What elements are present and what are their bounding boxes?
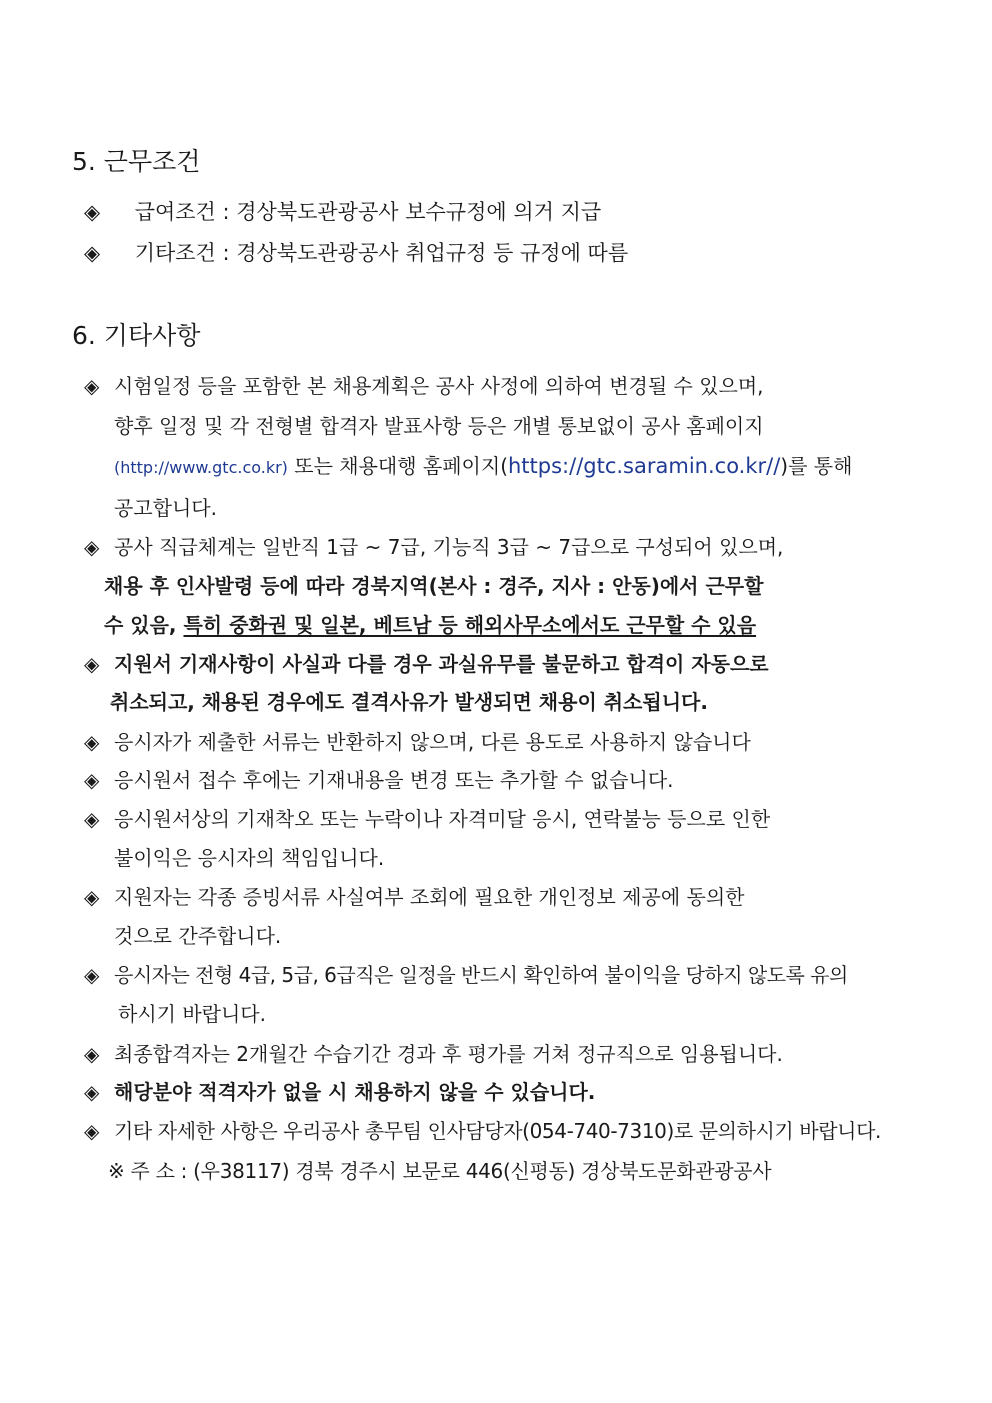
section-6-heading: 6. 기타사항: [72, 321, 201, 350]
homepage-link[interactable]: (http://www.gtc.co.kr): [114, 458, 288, 477]
list-item: ◈ 기타조건 : 경상북도관광공사 취업규정 등 규정에 따름: [84, 241, 629, 265]
list-item: ◈ 응시자가 제출한 서류는 반환하지 않으며, 다른 용도로 사용하지 않습니다: [84, 730, 751, 754]
list-item: ◈ 지원서 기재사항이 사실과 다를 경우 과실유무를 불문하고 합격이 자동으로: [84, 652, 769, 676]
list-item-continuation: 것으로 간주합니다.: [114, 924, 282, 948]
diamond-bullet-icon: ◈: [84, 1119, 99, 1143]
address-note: ※ 주 소 : (우38117) 경북 경주시 보문로 446(신평동) 경상북도문화관광공사: [108, 1159, 772, 1183]
diamond-bullet-icon: ◈: [84, 730, 100, 754]
list-item: ◈ 응시원서 접수 후에는 기재내용을 변경 또는 추가할 수 없습니다.: [84, 768, 674, 792]
overseas-work-notice: 특히 중화권 및 일본, 베트남 등 해외사무소에서도 근무할 수 있음: [183, 613, 757, 637]
list-item: ◈ 시험일정 등을 포함한 본 채용계획은 공사 사정에 의하여 변경될 수 있으며,: [84, 374, 764, 398]
list-item-continuation: (http://www.gtc.co.kr) 또는 채용대행 홈페이지(https://gtc.saramin.co.kr//)를 통해: [114, 454, 853, 478]
list-item-continuation: 공고합니다.: [114, 496, 217, 520]
list-item: ◈ 최종합격자는 2개월간 수습기간 경과 후 평가를 거쳐 정규직으로 임용됩니다.: [84, 1042, 783, 1066]
diamond-bullet-icon: ◈: [84, 374, 100, 398]
diamond-bullet-icon: ◈: [84, 885, 100, 909]
section-5-heading: 5. 근무조건: [72, 147, 201, 176]
list-item: ◈ 급여조건 : 경상북도관광공사 보수규정에 의거 지급: [84, 200, 602, 224]
diamond-bullet-icon: ◈: [84, 652, 100, 676]
list-item: ◈ 해당분야 적격자가 없을 시 채용하지 않을 수 있습니다.: [84, 1080, 596, 1104]
diamond-bullet-icon: ◈: [84, 200, 101, 224]
diamond-bullet-icon: ◈: [84, 768, 100, 792]
diamond-bullet-icon: ◈: [84, 1042, 100, 1066]
diamond-bullet-icon: ◈: [84, 241, 101, 265]
list-item-continuation: 취소되고, 채용된 경우에도 결격사유가 발생되면 채용이 취소됩니다.: [110, 690, 708, 714]
list-item: ◈ 응시원서상의 기재착오 또는 누락이나 자격미달 응시, 연락불능 등으로 인한: [84, 807, 771, 831]
list-item-continuation: 불이익은 응시자의 책임입니다.: [114, 846, 385, 870]
list-item: ◈ 지원자는 각종 증빙서류 사실여부 조회에 필요한 개인정보 제공에 동의한: [84, 885, 745, 909]
diamond-bullet-icon: ◈: [84, 1080, 100, 1104]
recruit-homepage-link[interactable]: https://gtc.saramin.co.kr//: [508, 454, 781, 478]
list-item-continuation: 하시기 바랍니다.: [118, 1002, 266, 1026]
list-item: ◈ 공사 직급체계는 일반직 1급 ~ 7급, 기능직 3급 ~ 7급으로 구성되어 있으며,: [84, 535, 784, 559]
list-item-continuation: 채용 후 인사발령 등에 따라 경북지역(본사 : 경주, 지사 : 안동)에서 근무할: [104, 574, 764, 598]
list-item-continuation: 향후 일정 및 각 전형별 합격자 발표사항 등은 개별 통보없이 공사 홈페이지: [114, 414, 764, 438]
list-item: ◈ 응시자는 전형 4급, 5급, 6급직은 일정을 반드시 확인하여 불이익을 당하지 않도록 유의: [84, 963, 848, 987]
diamond-bullet-icon: ◈: [84, 963, 99, 987]
list-item-continuation: 수 있음, 특히 중화권 및 일본, 베트남 등 해외사무소에서도 근무할 수 있음: [104, 613, 757, 637]
diamond-bullet-icon: ◈: [84, 807, 100, 831]
diamond-bullet-icon: ◈: [84, 535, 100, 559]
list-item: ◈ 기타 자세한 사항은 우리공사 총무팀 인사담당자(054-740-7310)로 문의하시기 바랍니다.: [84, 1119, 881, 1143]
